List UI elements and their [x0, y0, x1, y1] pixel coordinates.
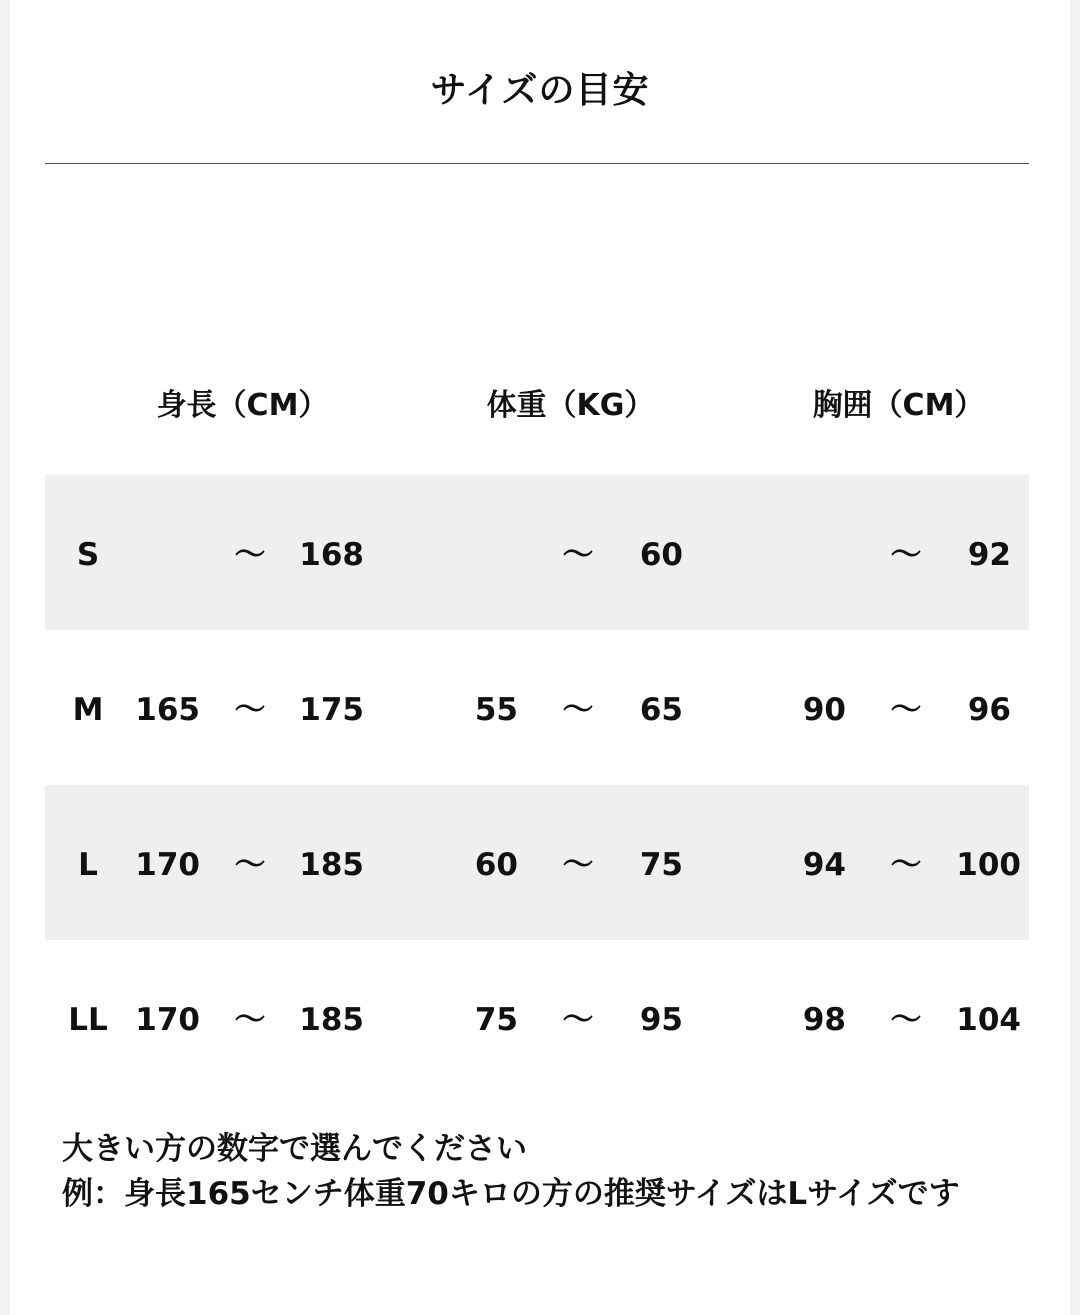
range-tilde: ～ [562, 847, 594, 883]
weight-min: 60 [474, 847, 518, 883]
header-weight: 体重（KG） [486, 388, 655, 423]
size-label: M [72, 692, 104, 728]
chest-min: 94 [802, 847, 846, 883]
chest-max: 100 [956, 847, 1021, 883]
weight-max: 60 [639, 537, 683, 573]
weight-max: 65 [639, 692, 683, 728]
range-tilde: ～ [562, 537, 594, 573]
chest-max: 92 [967, 537, 1011, 573]
height-max: 185 [299, 847, 364, 883]
height-max: 168 [299, 537, 364, 573]
range-tilde: ～ [562, 1002, 594, 1038]
size-label: LL [68, 1002, 108, 1038]
height-min: 170 [135, 847, 200, 883]
range-tilde: ～ [234, 1002, 266, 1038]
range-tilde: ～ [234, 537, 266, 573]
weight-max: 95 [639, 1002, 683, 1038]
height-min: 170 [135, 1002, 200, 1038]
range-tilde: ～ [890, 537, 922, 573]
note-line: 大きい方の数字で選んでください [62, 1131, 527, 1167]
chest-min: 90 [802, 692, 846, 728]
chest-max: 96 [967, 692, 1011, 728]
height-min: 165 [135, 692, 200, 728]
weight-min: 55 [474, 692, 518, 728]
size-label: L [78, 847, 98, 883]
range-tilde: ～ [234, 847, 266, 883]
size-label: S [76, 537, 100, 573]
height-max: 175 [299, 692, 364, 728]
range-tilde: ～ [234, 692, 266, 728]
title-divider [45, 163, 1029, 164]
range-tilde: ～ [562, 692, 594, 728]
header-height: 身長（CM） [156, 388, 329, 423]
height-max: 185 [299, 1002, 364, 1038]
page-title: サイズの目安 [430, 70, 650, 111]
table-row-s [45, 475, 1029, 630]
note-line: 例：身長165センチ体重70キロの方の推奨サイズはLサイズです [62, 1176, 960, 1212]
weight-max: 75 [639, 847, 683, 883]
range-tilde: ～ [890, 692, 922, 728]
range-tilde: ～ [890, 1002, 922, 1038]
range-tilde: ～ [890, 847, 922, 883]
chest-min: 98 [802, 1002, 846, 1038]
weight-min: 75 [474, 1002, 518, 1038]
chest-max: 104 [956, 1002, 1021, 1038]
header-chest: 胸囲（CM） [812, 388, 985, 423]
